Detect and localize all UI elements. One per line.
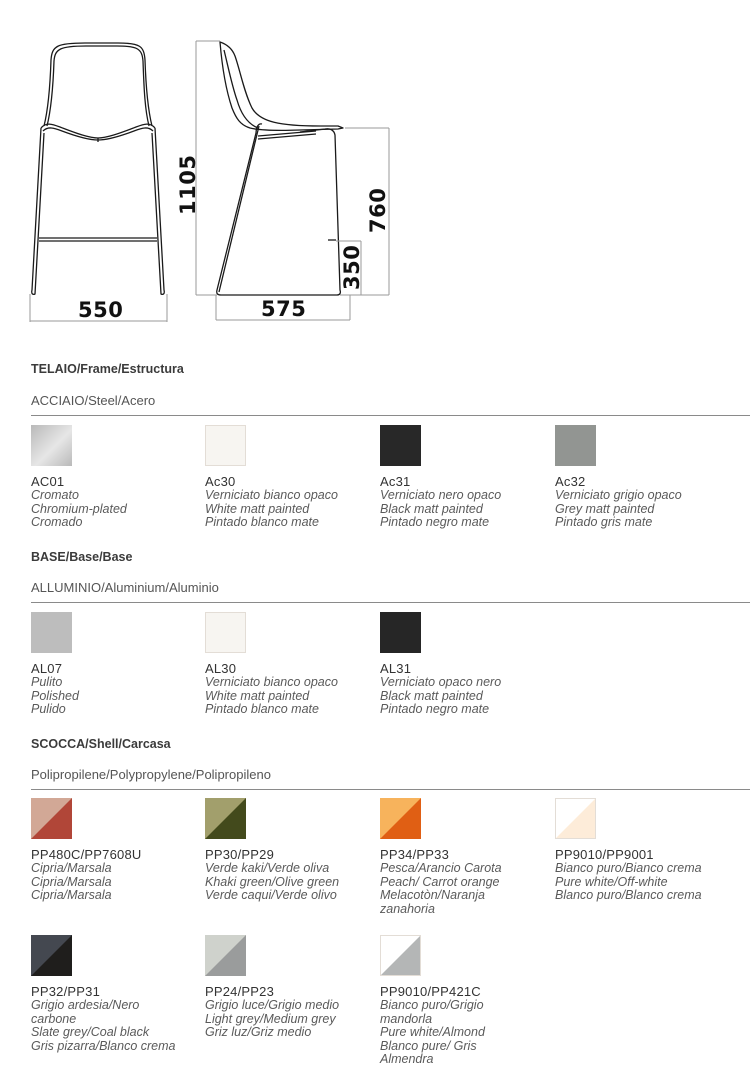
- finish-item: [205, 612, 375, 717]
- finish-code: PP480C/PP7608U: [31, 847, 142, 862]
- finish-description-line: Light grey/Medium grey: [205, 1011, 336, 1026]
- color-swatch: [31, 612, 72, 653]
- finish-description: [31, 862, 201, 903]
- finish-description-line: Slate grey/Coal black: [31, 1025, 150, 1039]
- finish-description-line: Grigio ardesia/Nero: [31, 998, 140, 1012]
- seat-height-label: 760: [366, 187, 390, 233]
- finish-code: AC01: [31, 474, 65, 489]
- finish-description-line: zanahoria: [380, 901, 435, 916]
- finish-item: [31, 612, 201, 717]
- section-divider: [31, 602, 750, 603]
- finish-description: [31, 676, 201, 717]
- finish-description-line: Black matt painted: [380, 501, 483, 516]
- finish-description-line: Melacotòn/Naranja: [380, 888, 485, 902]
- finish-code: PP24/PP23: [205, 984, 275, 999]
- finish-description-line: Pure white/Off-white: [555, 874, 668, 889]
- color-swatch: [205, 798, 246, 839]
- color-swatch: [205, 425, 246, 466]
- color-swatch: [555, 798, 596, 839]
- finish-item: [205, 935, 375, 1040]
- finish-description: [205, 999, 375, 1040]
- finish-description-line: Pintado gris mate: [555, 515, 653, 529]
- finish-description-line: Polished: [31, 688, 79, 703]
- finish-item: [555, 798, 725, 903]
- section-title: SCOCCA/Shell/Carcasa: [31, 737, 171, 751]
- finish-description-line: White matt painted: [205, 688, 310, 703]
- finish-description-line: Blanco puro/Blanco crema: [555, 888, 702, 902]
- finish-description-line: Cipria/Marsala: [31, 888, 112, 902]
- finish-description: [380, 862, 550, 916]
- finish-description: [380, 676, 550, 717]
- finish-description-line: Verde kaki/Verde oliva: [205, 861, 330, 875]
- footrest-height-label: 350: [340, 244, 364, 290]
- finish-description-line: Cipria/Marsala: [31, 874, 112, 889]
- overall-height-label: 1105: [176, 154, 200, 215]
- finish-description-line: Cromado: [31, 515, 83, 529]
- finish-item: [31, 425, 201, 530]
- finish-description: [205, 489, 375, 530]
- finish-description: [31, 489, 201, 530]
- finish-code: AL31: [380, 661, 412, 676]
- color-swatch: [205, 935, 246, 976]
- finish-description-line: Pure white/Almond: [380, 1025, 485, 1039]
- section-subtitle: ACCIAIO/Steel/Acero: [31, 393, 156, 408]
- section-divider: [31, 415, 750, 416]
- finish-description-line: Chromium-plated: [31, 501, 127, 516]
- finish-description-line: Bianco puro/Grigio: [380, 998, 484, 1012]
- color-swatch: [380, 425, 421, 466]
- finish-description-line: Pintado blanco mate: [205, 515, 319, 529]
- finish-description-line: carbone: [31, 1011, 77, 1026]
- side-depth-label: 575: [261, 297, 307, 321]
- finish-code: Ac32: [555, 474, 586, 489]
- finish-item: [380, 935, 550, 1067]
- finish-description-line: Khaki green/Olive green: [205, 874, 340, 889]
- finish-description-line: White matt painted: [205, 501, 310, 516]
- finish-description-line: Gris pizarra/Blanco crema: [31, 1038, 176, 1053]
- section-subtitle: ALLUMINIO/Aluminium/Aluminio: [31, 580, 219, 595]
- color-swatch: [380, 612, 421, 653]
- finish-description: [555, 862, 725, 903]
- finish-description-line: Pintado blanco mate: [205, 702, 319, 716]
- technical-drawing: [0, 0, 400, 340]
- section-divider: [31, 789, 750, 790]
- section-title: TELAIO/Frame/Estructura: [31, 362, 184, 376]
- finish-description-line: Cipria/Marsala: [31, 861, 112, 875]
- color-swatch: [555, 425, 596, 466]
- finish-code: PP32/PP31: [31, 984, 101, 999]
- section-subtitle: Polipropilene/Polypropylene/Polipropileno: [31, 767, 271, 782]
- finish-description-line: Bianco puro/Bianco crema: [555, 861, 702, 875]
- color-swatch: [31, 935, 72, 976]
- color-swatch: [380, 798, 421, 839]
- finish-description-line: Blanco pure/ Gris: [380, 1038, 477, 1053]
- finish-description-line: Peach/ Carrot orange: [380, 874, 500, 889]
- finish-description-line: Pulido: [31, 702, 66, 716]
- finish-description: [31, 999, 201, 1053]
- finish-code: Ac31: [380, 474, 411, 489]
- finish-item: [380, 612, 550, 717]
- finish-description-line: Verniciato grigio opaco: [555, 488, 682, 502]
- color-swatch: [205, 612, 246, 653]
- finish-description-line: Verniciato nero opaco: [380, 488, 502, 502]
- finish-description: [380, 999, 550, 1067]
- finish-code: PP34/PP33: [380, 847, 450, 862]
- finish-description-line: Griz luz/Griz medio: [205, 1025, 312, 1039]
- finish-description-line: Grigio luce/Grigio medio: [205, 998, 340, 1012]
- color-swatch: [31, 798, 72, 839]
- finish-item: [380, 425, 550, 530]
- finish-description-line: Verniciato opaco nero: [380, 675, 502, 689]
- finish-description-line: Verniciato bianco opaco: [205, 675, 338, 689]
- color-swatch: [31, 425, 72, 466]
- finish-description-line: mandorla: [380, 1011, 433, 1026]
- finish-description-line: Verde caqui/Verde olivo: [205, 888, 337, 902]
- finish-item: [380, 798, 550, 916]
- finish-description: [380, 489, 550, 530]
- finish-item: [205, 798, 375, 903]
- section-title: BASE/Base/Base: [31, 550, 133, 564]
- finish-item: [31, 935, 201, 1053]
- finish-item: [555, 425, 725, 530]
- finish-code: AL30: [205, 661, 237, 676]
- finish-code: PP30/PP29: [205, 847, 275, 862]
- finish-item: [205, 425, 375, 530]
- color-swatch: [380, 935, 421, 976]
- finish-description-line: Verniciato bianco opaco: [205, 488, 338, 502]
- finish-code: PP9010/PP9001: [555, 847, 654, 862]
- finish-description: [205, 676, 375, 717]
- finish-description: [205, 862, 375, 903]
- finish-description-line: Pulito: [31, 675, 63, 689]
- finish-code: Ac30: [205, 474, 236, 489]
- finish-item: [31, 798, 201, 903]
- front-width-label: 550: [78, 298, 124, 322]
- finish-description-line: Almendra: [380, 1052, 434, 1066]
- finish-code: PP9010/PP421C: [380, 984, 481, 999]
- finish-description-line: Pintado negro mate: [380, 515, 490, 529]
- finish-description-line: Black matt painted: [380, 688, 483, 703]
- finish-description-line: Pintado negro mate: [380, 702, 490, 716]
- finish-description-line: Pesca/Arancio Carota: [380, 861, 502, 875]
- finish-code: AL07: [31, 661, 63, 676]
- finish-description-line: Cromato: [31, 488, 79, 502]
- finish-description: [555, 489, 725, 530]
- finish-description-line: Grey matt painted: [555, 501, 655, 516]
